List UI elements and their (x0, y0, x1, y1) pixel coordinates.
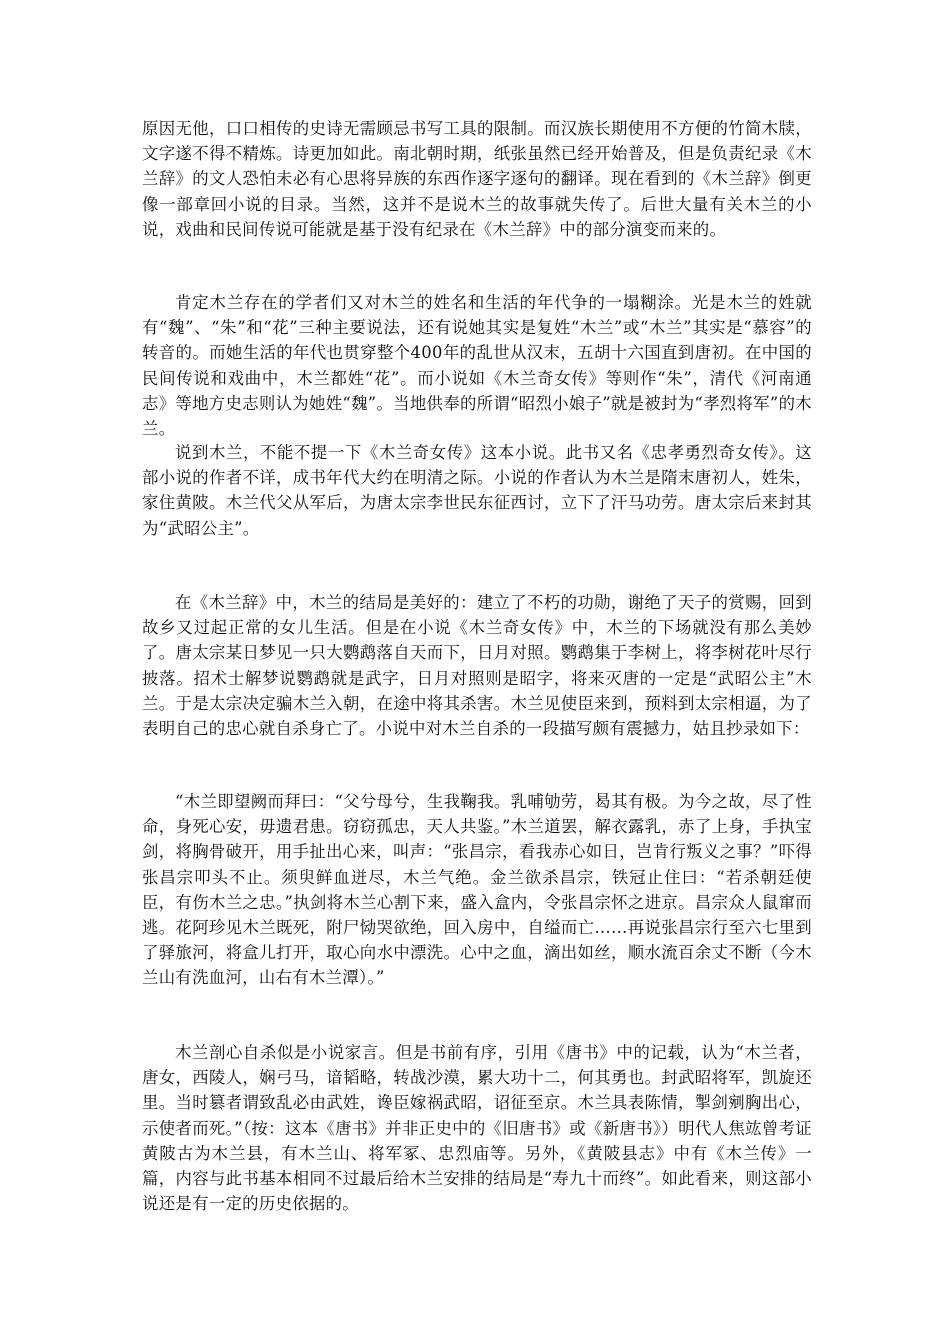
paragraph-historical-basis: 木兰剖心自杀似是小说家言。但是书前有序，引用《唐书》中的记载，认为“木兰者，唐女，西陵人，娴弓马，谙韬略，转战沙漠，累大功十二，何其勇也。封武昭将军，凯旋还里。当时篡者谓致乱必由武姓，谗臣嫁祸武昭，诏征至京。木兰具表陈情，掣剑剜胸出心，示使者而死。”（按：这本《唐书》并非正史中的《旧唐书》或《新唐书》）明代人焦竑曾考证黄陂古为木兰县，有木兰山、将军冢、忠烈庙等。另外，《黄陂县志》中有《木兰传》一篇，内容与此书基本相同不过最后给木兰安排的结局是“寿九十而终”。如此看来，则这部小说还是有一定的历史依据的。 (142, 1043, 812, 1214)
paragraph-novel-intro: 说到木兰，不能不提一下《木兰奇女传》这本小说。此书又名《忠孝勇烈奇女传》。这部小说的作者不详，成书年代大约在明清之际。小说的作者认为木兰是隋末唐初人，姓朱，家住黄陂。木兰代父从军后，为唐太宗李世民东征西讨，立下了汗马功劳。唐太宗后来封其为“武昭公主”。 (142, 443, 812, 538)
paragraph-oral-epic: 原因无他，口口相传的史诗无需顾忌书写工具的限制。而汉族长期使用不方便的竹简木牍，文字遂不得不精炼。诗更加如此。南北朝时期，纸张虽然已经开始普及，但是负责纪录《木兰辞》的文人恐怕未必有心思将异族的东西作逐字逐句的翻译。现在看到的《木兰辞》倒更像一部章回小说的目录。当然，这并不是说木兰的故事就失传了。后世大量有关木兰的小说，戏曲和民间传说可能就是基于没有纪录在《木兰辞》中的部分演变而来的。 (142, 119, 812, 239)
paragraph-quoted-excerpt: “木兰即望阙而拜曰：“父兮母兮，生我鞠我。乳哺劬劳，曷其有极。为今之故，尽了性命，身死心安，毋遗君患。窃窃孤忠，天人共鉴。”木兰道罢，解衣露乳，赤了上身，手执宝剑，将胸骨破开，用手扯出心来，叫声：“张昌宗，看我赤心如日，岂肯行叛义之事？”吓得张昌宗叩头不止。须臾鲜血迸尽，木兰气绝。金兰欲杀昌宗，铁冠止住曰：“若杀朝廷使臣，有伤木兰之忠。”执剑将木兰心割下来，盛入盒内，令张昌宗怀之进京。昌宗众人鼠窜而逃。花阿珍见木兰既死，附尸恸哭欲绝，回入房中，自缢而亡……再说张昌宗行至六七里到了驿旅河，将盒儿打开，取心向水中漂洗。心中之血，滴出如丝，顺水流百余丈不断（今木兰山有洗血河，山右有木兰潭）。” (142, 792, 812, 988)
paragraph-ending-comparison: 在《木兰辞》中，木兰的结局是美好的：建立了不朽的功勋，谢绝了天子的赏赐，回到故乡又过起正常的女儿生活。但是在小说《木兰奇女传》中，木兰的下场就没有那么美妙了。唐太宗某日梦见一只大鹦鹉落自天而下，日月对照。鹦鹉集于李树上，将李树花叶尽行披落。招术士解梦说鹦鹉就是武字，日月对照则是昭字，将来灭唐的一定是“武昭公主”木兰。于是太宗决定骗木兰入朝，在途中将其杀害。木兰见使臣来到，预料到太宗相逼，为了表明自己的忠心就自杀身亡了。小说中对木兰自杀的一段描写颇有震撼力，姑且抄录如下： (142, 593, 812, 739)
paragraph-surname-debate: 肯定木兰存在的学者们又对木兰的姓名和生活的年代争的一塌糊涂。光是木兰的姓就有“魏”、“朱”和“花”三种主要说法，还有说她其实是复姓“木兰”或“木兰”其实是“慕容”的转音的。而她生活的年代也贯穿整个400年的乱世从汉末，五胡十六国直到唐初。在中国的民间传说和戏曲中，木兰都姓“花”。而小说如《木兰奇女传》等则作“朱”，清代《河南通志》等地方史志则认为她姓“魏”。当地供奉的所谓“昭烈小娘子”就是被封为“孝烈将军”的木兰。 (142, 293, 812, 439)
